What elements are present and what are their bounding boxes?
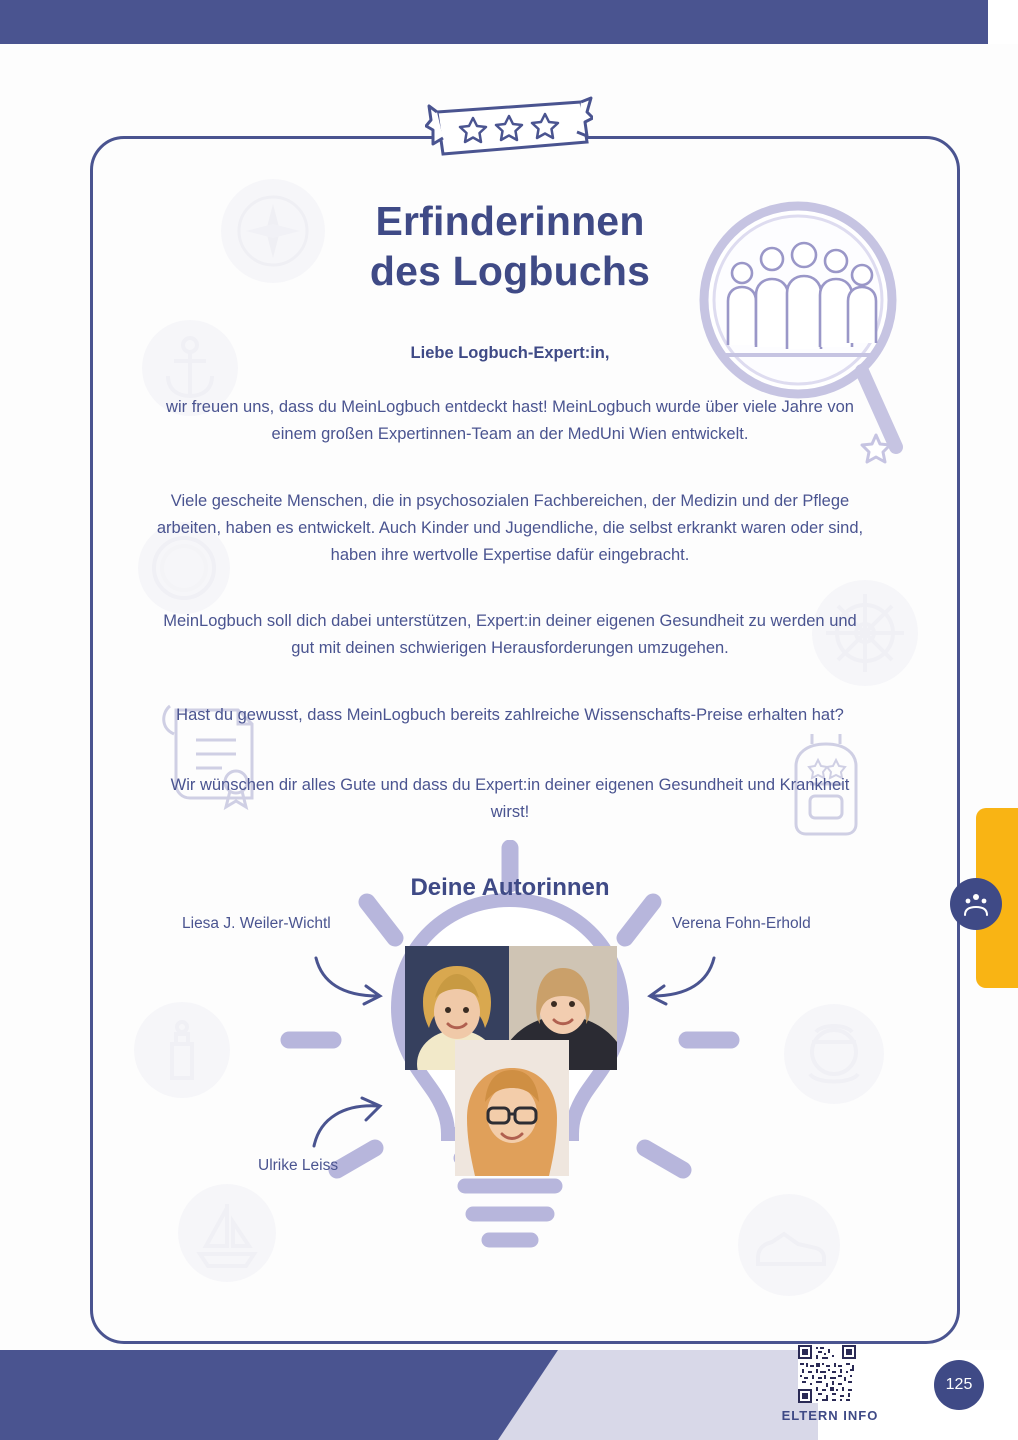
qr-code-icon[interactable] bbox=[798, 1345, 856, 1403]
paragraph-4: Hast du gewusst, dass MeinLogbuch bereits zahlreiche Wissenschafts-Preise erhalten hat? bbox=[176, 706, 844, 724]
top-band-notch bbox=[988, 0, 1018, 44]
paragraph-2: Viele gescheite Menschen, die in psychosozialen Fachbereichen, der Medizin und der Pflege arbeiten, haben es entwickelt. Auch Kinder und Jugendliche, die selbst erkrankt waren oder sind, haben ihre wertvolle Expertise dafür eingebracht. bbox=[156, 492, 864, 564]
author-name-right: Verena Fohn-Erhold bbox=[672, 915, 811, 932]
paragraph-3: MeinLogbuch soll dich dabei unterstützen, Expert:in deiner eigenen Gesundheit zu werden und gut mit deinen schwierigen Herausforderungen umzugehen. bbox=[163, 612, 857, 657]
author-photo-collage bbox=[405, 946, 617, 1196]
top-decorative-band bbox=[0, 0, 1018, 44]
arrow-left-icon bbox=[310, 952, 390, 1008]
author-photo-3 bbox=[455, 1040, 569, 1176]
author-name-left: Liesa J. Weiler-Wichtl bbox=[182, 915, 331, 932]
page-title-line-1: Erfinderinnen bbox=[375, 198, 645, 244]
authors-title: Deine Autorinnen bbox=[410, 874, 610, 901]
arrow-right-icon bbox=[640, 952, 720, 1008]
eltern-info-label: ELTERN INFO bbox=[781, 1408, 879, 1423]
page-title-line-2: des Logbuchs bbox=[369, 248, 651, 295]
hands-heart-icon[interactable] bbox=[950, 878, 1002, 930]
salutation: Liebe Logbuch-Expert:in, bbox=[410, 344, 610, 362]
paragraph-1: wir freuen uns, dass du MeinLogbuch entdeckt hast! MeinLogbuch wurde über viele Jahre von einem großen Expertinnen-Team an der MedUni Wien entwickelt. bbox=[166, 398, 854, 443]
arrow-bottom-icon bbox=[308, 1092, 388, 1152]
paragraph-5: Wir wünschen dir alles Gute und dass du Expert:in deiner eigenen Gesundheit und Krankheit wirst! bbox=[170, 776, 850, 821]
author-name-bottom: Ulrike Leiss bbox=[258, 1157, 339, 1174]
ticket-stars-icon bbox=[425, 96, 593, 160]
page-number: 125 bbox=[934, 1360, 984, 1410]
